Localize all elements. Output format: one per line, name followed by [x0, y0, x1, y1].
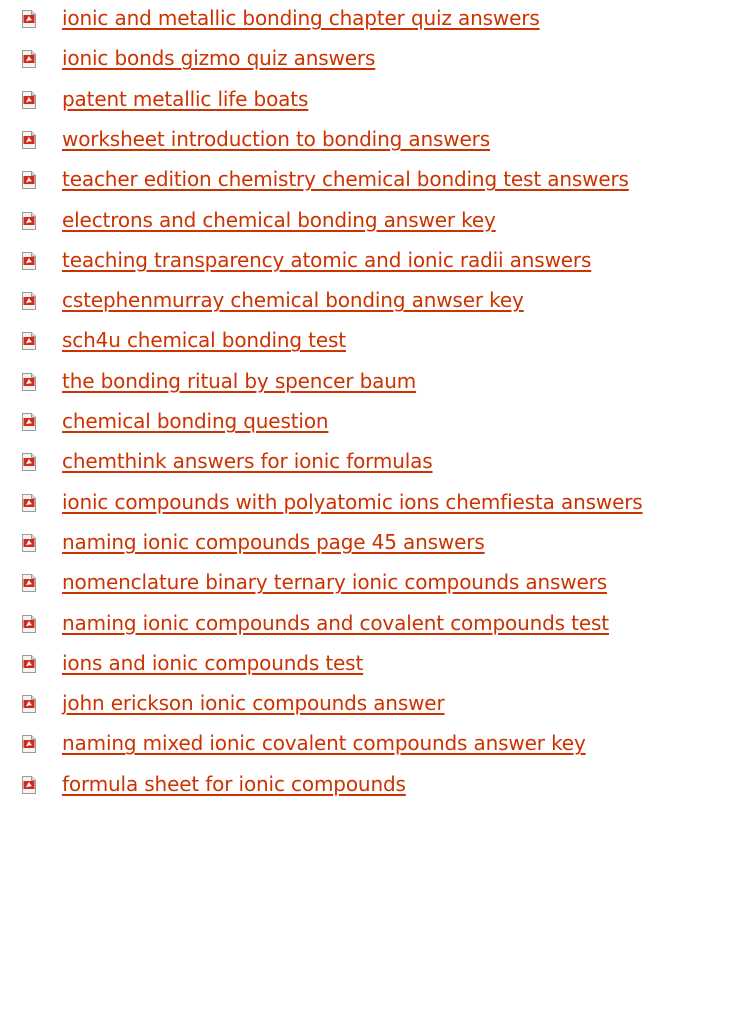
list-item — [0, 564, 752, 604]
list-item — [0, 322, 752, 362]
list-item — [0, 605, 752, 645]
list-item — [0, 81, 752, 121]
pdf-link[interactable]: formula sheet for ionic compounds — [62, 771, 406, 796]
list-item — [0, 484, 752, 524]
list-item — [0, 403, 752, 443]
list-item — [0, 645, 752, 685]
pdf-file-icon — [22, 252, 36, 270]
pdf-link[interactable]: cstephenmurray chemical bonding anwser key — [62, 288, 524, 313]
list-item — [0, 363, 752, 403]
list-item — [0, 161, 752, 201]
pdf-file-icon — [22, 91, 36, 109]
pdf-link[interactable]: nomenclature binary ternary ionic compounds answers — [62, 570, 607, 595]
pdf-file-icon — [22, 292, 36, 310]
list-item — [0, 202, 752, 242]
pdf-file-icon — [22, 171, 36, 189]
pdf-link[interactable]: ionic bonds gizmo quiz answers — [62, 46, 376, 71]
pdf-link[interactable]: teaching transparency atomic and ionic radii answers — [62, 247, 592, 272]
pdf-link[interactable]: patent metallic life boats — [62, 86, 309, 111]
pdf-file-icon — [22, 212, 36, 230]
pdf-file-icon — [22, 494, 36, 512]
list-item — [0, 242, 752, 282]
list-item — [0, 725, 752, 765]
pdf-file-icon — [22, 50, 36, 68]
pdf-file-icon — [22, 615, 36, 633]
pdf-file-icon — [22, 332, 36, 350]
list-item — [0, 40, 752, 80]
pdf-link[interactable]: john erickson ionic compounds answer — [62, 691, 445, 716]
pdf-file-icon — [22, 453, 36, 471]
pdf-link[interactable]: chemthink answers for ionic formulas — [62, 449, 433, 474]
list-item — [0, 524, 752, 564]
list-item — [0, 685, 752, 725]
pdf-link[interactable]: naming ionic compounds page 45 answers — [62, 529, 485, 554]
pdf-file-icon — [22, 735, 36, 753]
list-item — [0, 0, 752, 40]
pdf-link[interactable]: teacher edition chemistry chemical bonding test answers — [62, 167, 629, 192]
pdf-link[interactable]: electrons and chemical bonding answer key — [62, 207, 496, 232]
pdf-file-icon — [22, 534, 36, 552]
list-item — [0, 766, 752, 806]
pdf-link[interactable]: ions and ionic compounds test — [62, 650, 364, 675]
pdf-file-icon — [22, 574, 36, 592]
pdf-link[interactable]: ionic compounds with polyatomic ions chemfiesta answers — [62, 489, 643, 514]
pdf-link[interactable]: chemical bonding question — [62, 409, 329, 433]
pdf-link[interactable]: the bonding ritual by spencer baum — [62, 368, 417, 393]
pdf-file-icon — [22, 10, 36, 28]
pdf-file-icon — [22, 131, 36, 149]
list-item — [0, 443, 752, 483]
list-item — [0, 282, 752, 322]
pdf-file-icon — [22, 776, 36, 794]
pdf-file-icon — [22, 413, 36, 431]
pdf-file-icon — [22, 695, 36, 713]
pdf-file-icon — [22, 373, 36, 391]
pdf-link[interactable]: sch4u chemical bonding test — [62, 328, 346, 353]
pdf-link[interactable]: worksheet introduction to bonding answers — [62, 126, 490, 151]
pdf-link[interactable]: naming ionic compounds and covalent compounds test — [62, 610, 609, 635]
pdf-link[interactable]: ionic and metallic bonding chapter quiz answers — [62, 6, 540, 30]
pdf-link[interactable]: naming mixed ionic covalent compounds answer key — [62, 731, 586, 756]
pdf-file-icon — [22, 655, 36, 673]
list-item — [0, 121, 752, 161]
